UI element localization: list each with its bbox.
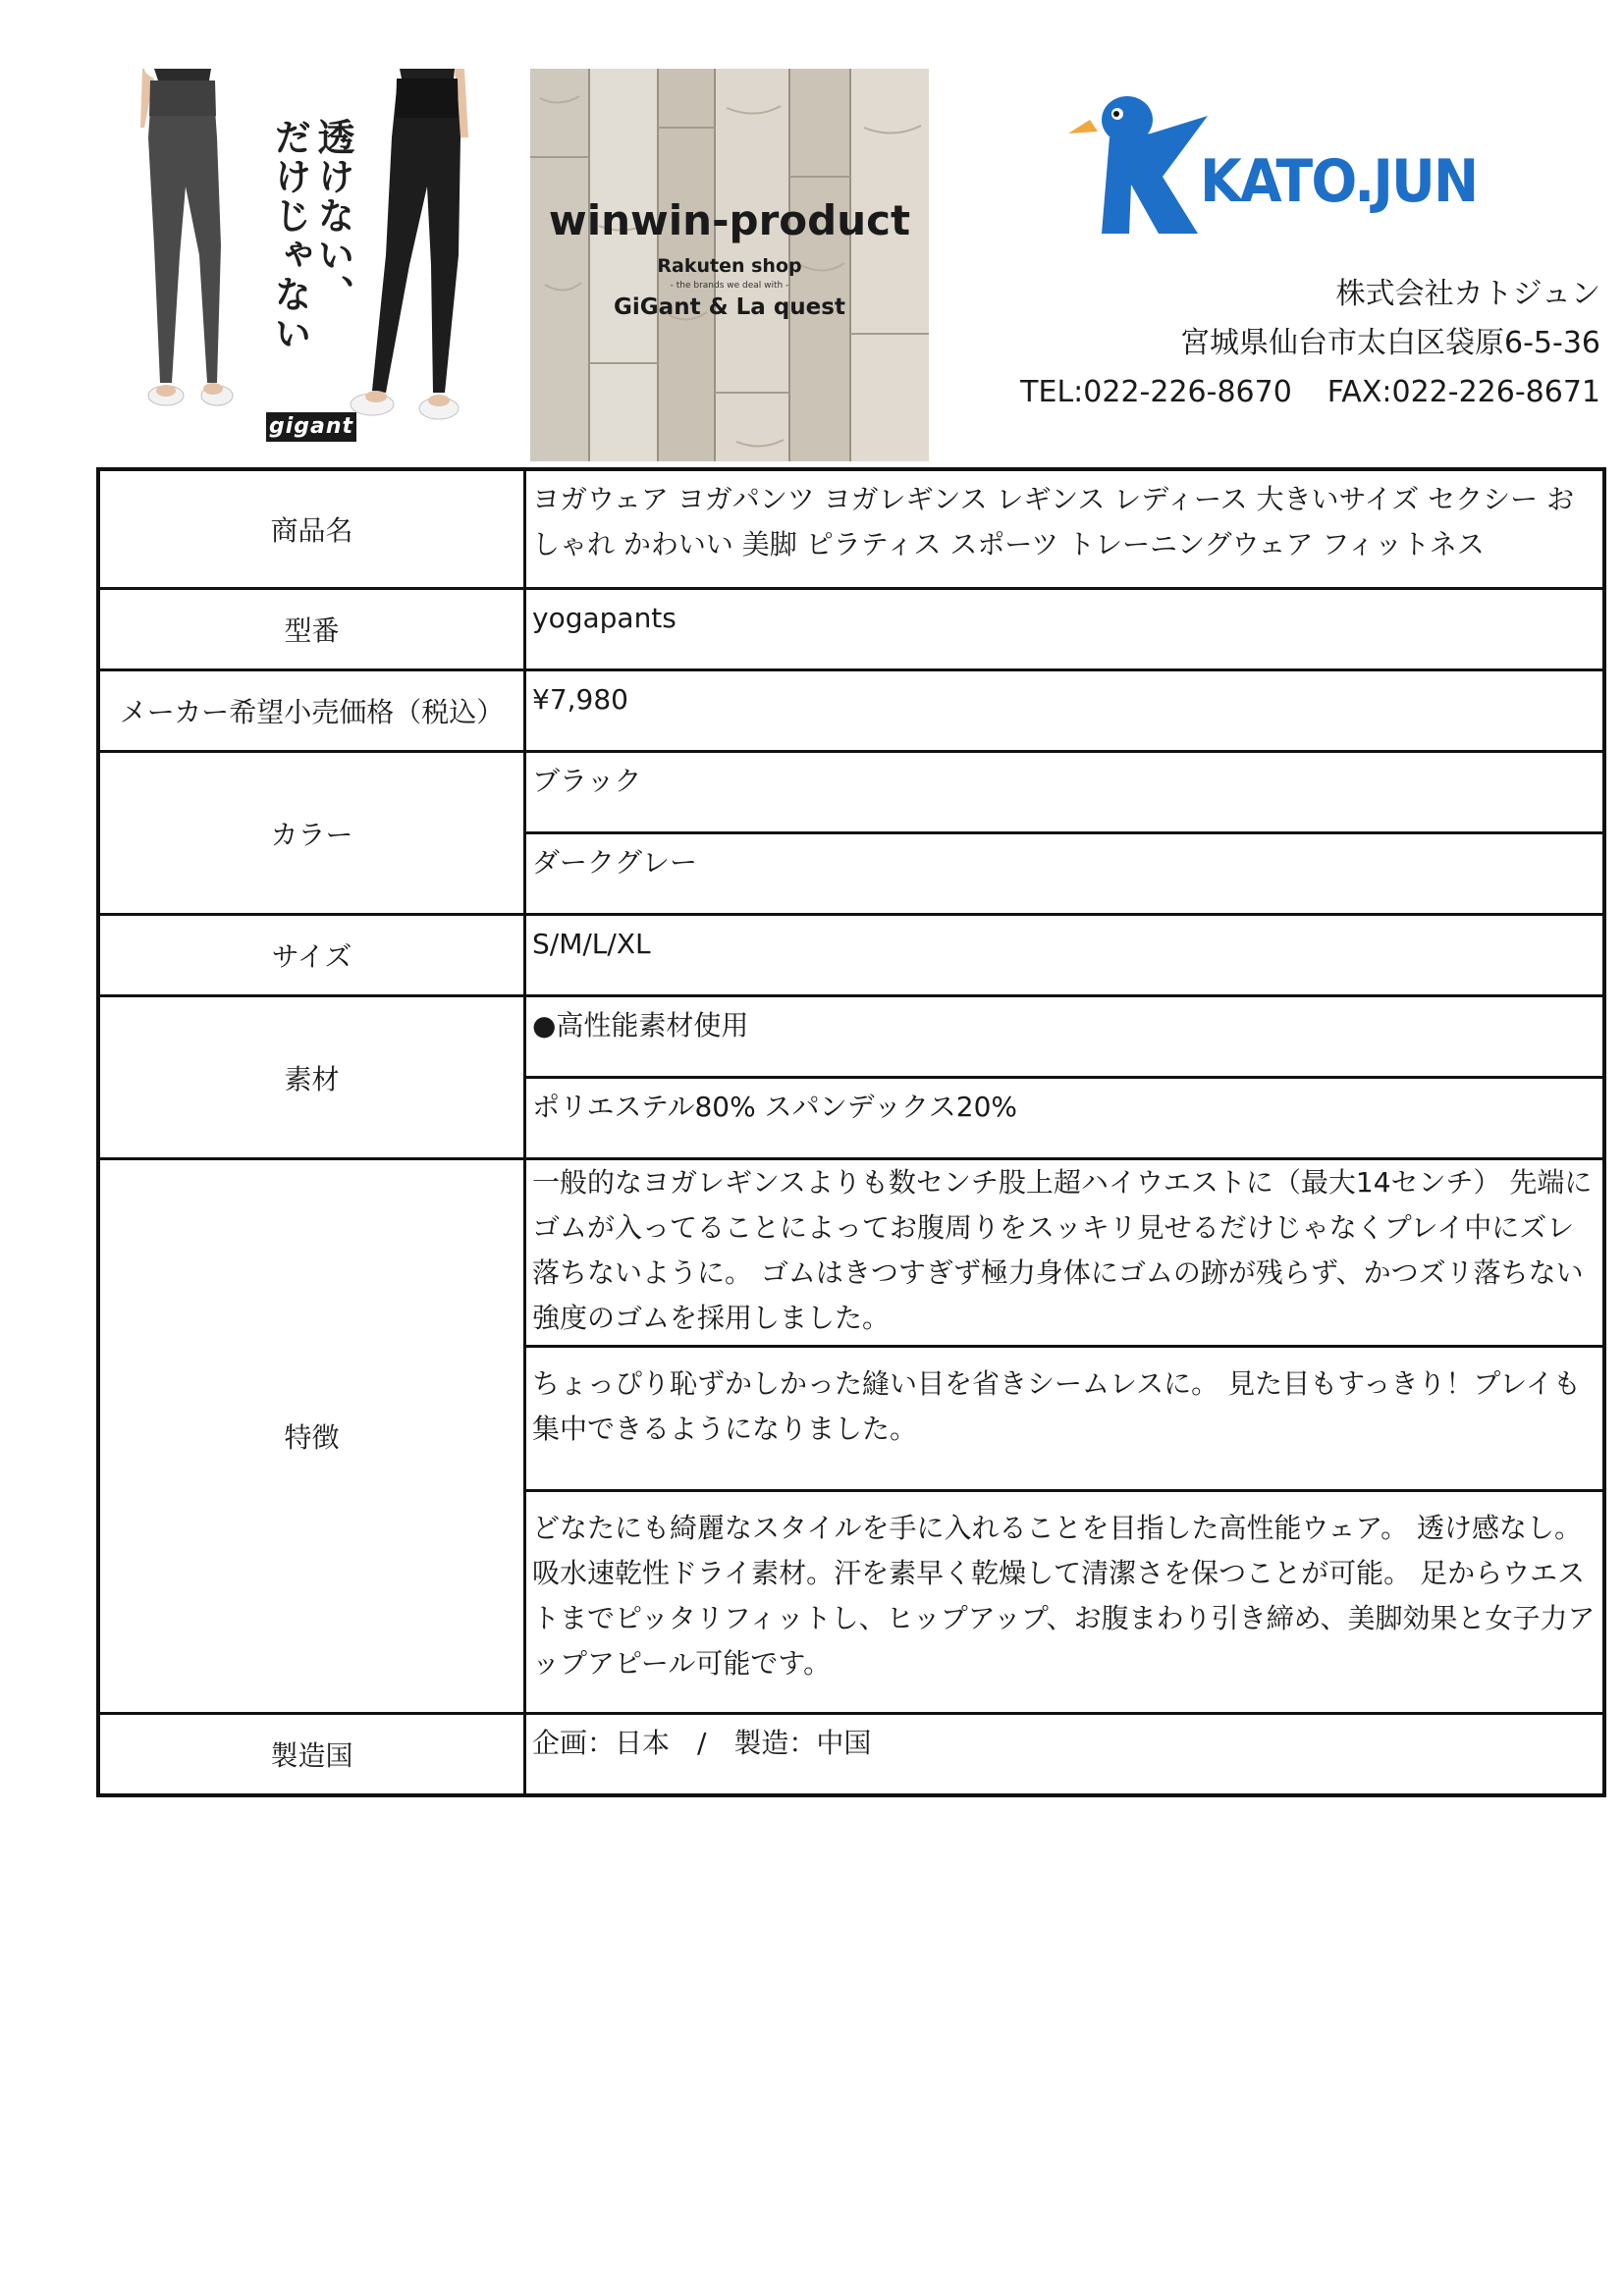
- banner-catchphrase-line-2: だけじゃない: [268, 118, 311, 353]
- product-name-label: 商品名: [98, 469, 525, 589]
- company-info: [1020, 270, 1600, 417]
- company-name: 株式会社カトジュン: [1335, 277, 1600, 311]
- product-spec-table: [96, 467, 1606, 1797]
- gigant-logo: gigant: [266, 412, 356, 442]
- feature-text-2: ちょっぴり恥ずかしかった縫い目を省きシームレスに。 見た目もすっきり！プレイも集中できるようになりました。: [525, 1347, 1605, 1491]
- company-contact: [1020, 368, 1600, 417]
- table-row: [98, 1714, 1604, 1796]
- size-value: S/M/L/XL: [525, 915, 1605, 996]
- shop-title: winwin-product: [548, 196, 911, 244]
- table-row: [98, 589, 1604, 670]
- shop-banner: [530, 69, 929, 461]
- table-row: [98, 996, 1604, 1078]
- origin-label: 製造国: [98, 1714, 525, 1796]
- banner-catchphrase-line-1: 透けない、: [311, 118, 354, 314]
- origin-value: 企画：日本 / 製造：中国: [525, 1714, 1605, 1796]
- color-value-dark-grey: ダークグレー: [525, 833, 1605, 915]
- material-value-composition: ポリエステル80% スパンデックス20%: [525, 1078, 1605, 1159]
- model-label: 型番: [98, 589, 525, 670]
- shop-tagline: - the brands we deal with -: [670, 281, 789, 291]
- price-label: メーカー希望小売価格（税込）: [98, 670, 525, 752]
- company-tel: TEL:022-226-8670: [1020, 375, 1292, 409]
- model-value: yogapants: [525, 589, 1605, 670]
- price-value: ¥7,980: [525, 670, 1605, 752]
- feature-text-3: どなたにも綺麗なスタイルを手に入れることを目指した高性能ウェア。 透け感なし。 吸水速乾性ドライ素材。汗を素早く乾燥して清潔さを保つことが可能。 足からウエストまでピッタリフィットし、ヒップアップ、お腹まわり引き締め、美脚効果と女子力アップアピール可能です。: [525, 1491, 1605, 1714]
- katojun-logo: [1060, 86, 1522, 243]
- shop-subtitle: Rakuten shop: [657, 255, 802, 277]
- company-address: 宮城県仙台市太白区袋原6-5-36: [1180, 326, 1600, 360]
- color-label: カラー: [98, 752, 525, 915]
- blue-bird-icon: [1060, 86, 1218, 243]
- features-label: 特徴: [98, 1159, 525, 1714]
- table-row: [98, 670, 1604, 752]
- material-label: 素材: [98, 996, 525, 1159]
- color-value-black: ブラック: [525, 752, 1605, 833]
- table-row: [98, 469, 1604, 589]
- product-photo-banner: [115, 69, 514, 461]
- material-value-performance: ●高性能素材使用: [525, 996, 1605, 1078]
- header: [0, 0, 1624, 461]
- size-label: サイズ: [98, 915, 525, 996]
- table-row: [98, 752, 1604, 833]
- product-name-value: ヨガウェア ヨガパンツ ヨガレギンス レギンス レディース 大きいサイズ セクシー おしゃれ かわいい 美脚 ピラティス スポーツ トレーニングウェア フィットネス: [525, 469, 1605, 589]
- feature-text-1: 一般的なヨガレギンスよりも数センチ股上超ハイウエストに（最大14センチ） 先端にゴムが入ってることによってお腹周りをスッキリ見せるだけじゃなくプレイ中にズレ落ちないように。 ゴムはきつすぎず極力身体にゴムの跡が残らず、かつズリ落ちない強度のゴムを採用しました。: [525, 1159, 1605, 1347]
- table-row: [98, 915, 1604, 996]
- table-row: [98, 1159, 1604, 1347]
- shop-brands: GiGant & La quest: [614, 294, 845, 320]
- katojun-logo-text: KATO.JUN: [1200, 147, 1478, 216]
- company-fax: FAX:022-226-8671: [1326, 375, 1600, 409]
